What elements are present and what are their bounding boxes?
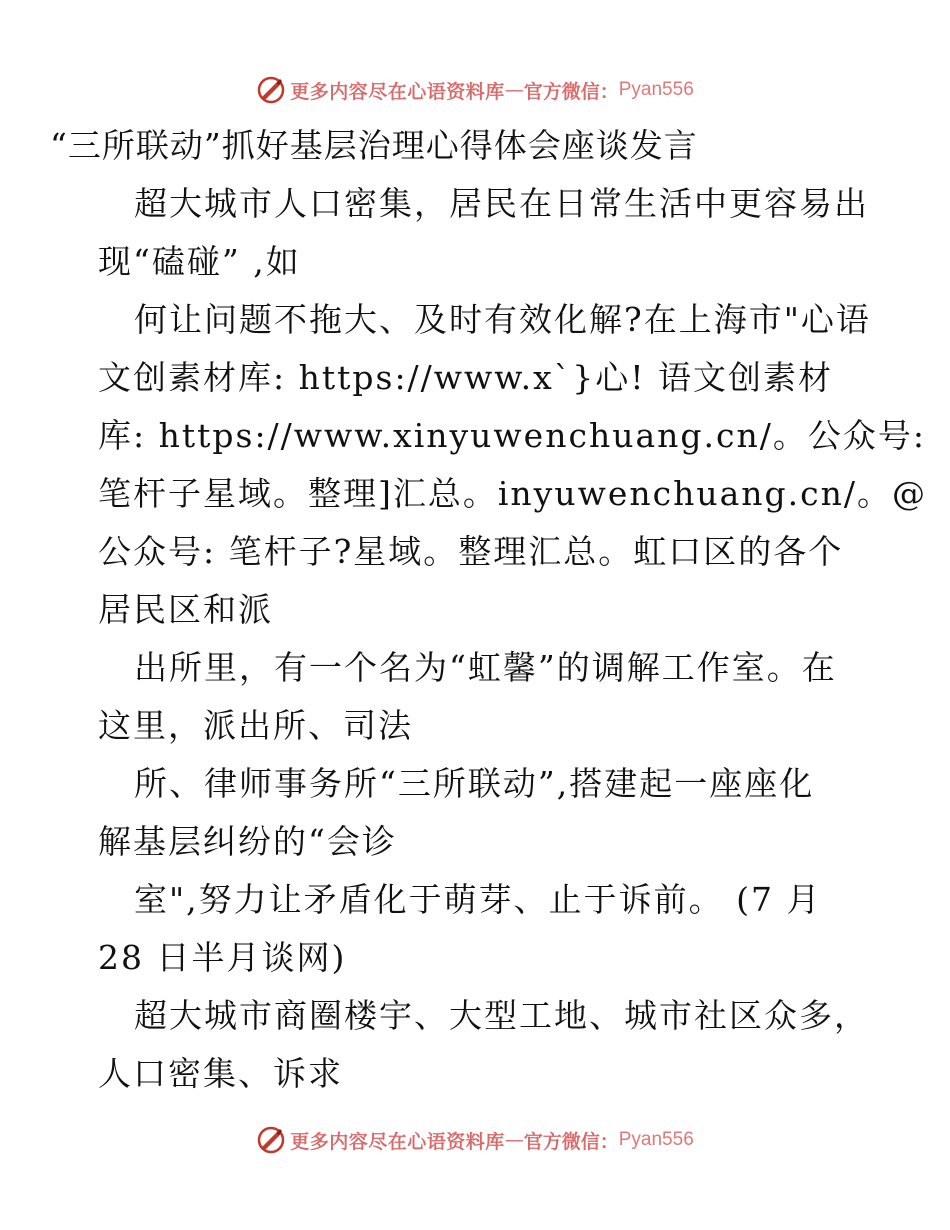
banner-slogan: 更多内容尽在心语资料库 [290,1130,505,1153]
banner-separator: — [504,1129,524,1151]
body-line: 解基层纠纷的“会诊 [98,822,397,861]
body-line: 所、律师事务所“三所联动”,搭建起一座座化 [134,764,815,803]
document-title: “三所联动”抓好基层治理心得体会座谈发言 [50,126,698,165]
body-line: 居民区和派 [98,590,273,629]
body-line: 超大城市商圈楼宇、大型工地、城市社区众多， [134,996,869,1035]
pen-logo-icon [256,75,286,105]
body-line: 这里，派出所、司法 [98,706,413,745]
body-line: 公众号: 笔杆子?星域。整理汇总。虹口区的各个 [98,532,844,571]
pen-logo-icon [256,1125,286,1155]
body-line: 人口密集、诉求 [98,1054,343,1093]
banner-separator: — [504,79,524,101]
banner-wechat-label: 官方微信： [523,1130,619,1153]
body-line: 文创素材库: https://www.x`}心! 语文创素材 [98,358,833,397]
banner-wechat-label: 官方微信： [523,80,619,103]
banner-wechat-id: Pyan556 [618,79,694,100]
footer-banner [0,1120,950,1160]
body-line: 超大城市人口密集，居民在日常生活中更容易出 [134,184,869,223]
banner-wechat-id: Pyan556 [618,1129,694,1150]
body-line: 何让问题不拖大、及时有效化解?在上海市"心语 [134,300,871,339]
body-line: 笔杆子星域。整理]汇总。inyuwenchuang.cn/。@ [98,474,927,513]
body-line: 库: https://www.xinyuwenchuang.cn/。公众号: [98,416,926,455]
body-line: 28 日半月谈网) [98,938,347,977]
body-line: 室",努力让矛盾化于萌芽、止于诉前。 (7 月 [134,880,822,919]
header-banner [0,70,950,110]
body-line: 现“磕碰” ,如 [98,242,301,281]
banner-slogan: 更多内容尽在心语资料库 [290,80,505,103]
body-line: 出所里，有一个名为“虹馨”的调解工作室。在 [134,648,837,687]
